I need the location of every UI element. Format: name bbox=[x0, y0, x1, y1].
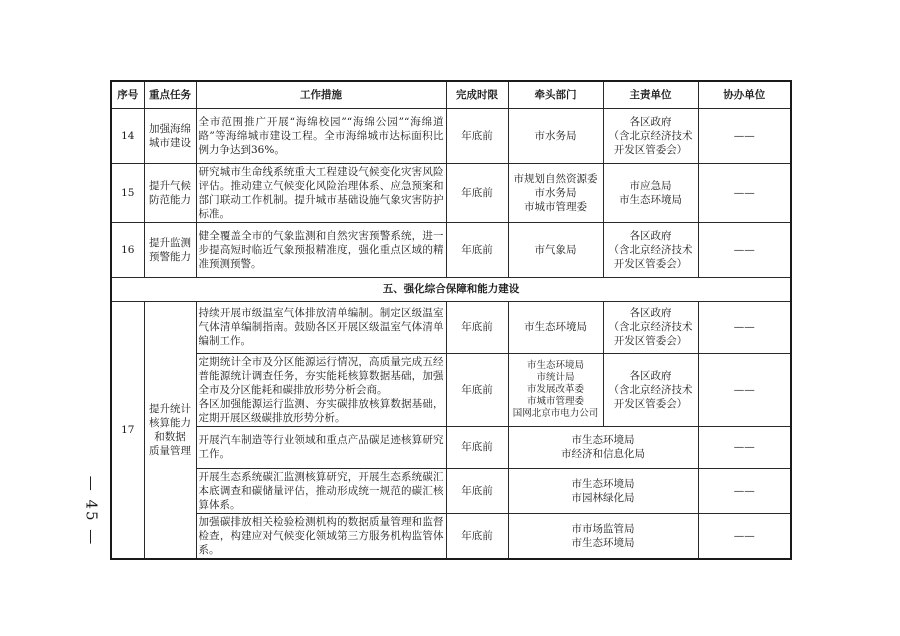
row-lead: 市水务局 bbox=[508, 108, 603, 163]
header-lead: 牵头部门 bbox=[508, 81, 603, 108]
row-measure: 研究城市生命线系统重大工程建设气候变化灾害风险评估。推动建立气候变化风险治理体系、应急预案和部门联动工作机制。提升城市基础设施气象灾害防护标准。 bbox=[196, 163, 446, 222]
table-row bbox=[111, 108, 791, 163]
row-measure: 全市范围推广开展“海绵校园”“海绵公园”“海绵道路”等海绵城市建设工程。全市海绵城市达标面积比例力争达到36%。 bbox=[196, 108, 446, 163]
row-deadline: 年底前 bbox=[446, 108, 508, 163]
row-deadline: 年底前 bbox=[446, 222, 508, 277]
row-measure: 开展汽车制造等行业领域和重点产品碳足迹核算研究工作。 bbox=[196, 426, 446, 468]
header-row bbox=[111, 81, 791, 108]
row-measure: 持续开展市级温室气体排放清单编制。制定区级温室气体清单编制指南。鼓励各区开展区级温室气体清单编制工作。 bbox=[196, 301, 446, 353]
row-no: 16 bbox=[111, 222, 144, 277]
table-row bbox=[111, 513, 791, 559]
row-task: 提升统计 核算能力 和数据 质量管理 bbox=[144, 301, 196, 559]
row-lead: 市规划自然资源委 市水务局 市城市管理委 bbox=[508, 163, 603, 222]
measures-table bbox=[110, 80, 792, 560]
row-assist: —— bbox=[698, 108, 791, 163]
table-row bbox=[111, 301, 791, 353]
row-assist: —— bbox=[698, 301, 791, 353]
row-lead-owner: 市生态环境局 市园林绿化局 bbox=[508, 468, 698, 513]
row-deadline: 年底前 bbox=[446, 426, 508, 468]
row-assist: —— bbox=[698, 353, 791, 426]
row-owner: 各区政府 （含北京经济技术 开发区管委会） bbox=[603, 301, 698, 353]
row-task: 提升监测 预警能力 bbox=[144, 222, 196, 277]
row-assist: —— bbox=[698, 468, 791, 513]
row-no: 15 bbox=[111, 163, 144, 222]
row-task: 提升气候 防范能力 bbox=[144, 163, 196, 222]
row-deadline: 年底前 bbox=[446, 353, 508, 426]
row-task: 加强海绵 城市建设 bbox=[144, 108, 196, 163]
row-measure: 定期统计全市及分区能源运行情况，高质量完成五经普能源统计调查任务，夯实能耗核算数据基础，加强全市及分区能耗和碳排放形势分析会商。 各区加强能源运行监测、夯实碳排放核算数据基础，定期开展区级碳排放形势分析。 bbox=[196, 353, 446, 426]
row-owner: 各区政府 （含北京经济技术 开发区管委会） bbox=[603, 353, 698, 426]
row-owner: 市应急局 市生态环境局 bbox=[603, 163, 698, 222]
table-row bbox=[111, 353, 791, 426]
row-lead-owner: 市市场监管局 市生态环境局 bbox=[508, 513, 698, 559]
row-deadline: 年底前 bbox=[446, 301, 508, 353]
row-lead: 市气象局 bbox=[508, 222, 603, 277]
row-assist: —— bbox=[698, 222, 791, 277]
row-lead: 市生态环境局 bbox=[508, 301, 603, 353]
row-assist: —— bbox=[698, 163, 791, 222]
header-assist: 协办单位 bbox=[698, 81, 791, 108]
row-owner: 各区政府 （含北京经济技术 开发区管委会） bbox=[603, 108, 698, 163]
header-no: 序号 bbox=[111, 81, 144, 108]
row-assist: —— bbox=[698, 426, 791, 468]
section-row bbox=[111, 277, 791, 301]
row-assist: —— bbox=[698, 513, 791, 559]
row-lead: 市生态环境局 市统计局 市发展改革委 市城市管理委 国网北京市电力公司 bbox=[508, 353, 603, 426]
row-lead-owner: 市生态环境局 市经济和信息化局 bbox=[508, 426, 698, 468]
row-owner: 各区政府 （含北京经济技术 开发区管委会） bbox=[603, 222, 698, 277]
row-deadline: 年底前 bbox=[446, 513, 508, 559]
row-measure: 开展生态系统碳汇监测核算研究，开展生态系统碳汇本底调查和碳储量评估，推动形成统一规范的碳汇核算体系。 bbox=[196, 468, 446, 513]
table-row bbox=[111, 222, 791, 277]
row-no: 14 bbox=[111, 108, 144, 163]
section-title: 五、强化综合保障和能力建设 bbox=[111, 277, 791, 301]
header-owner: 主责单位 bbox=[603, 81, 698, 108]
header-task: 重点任务 bbox=[144, 81, 196, 108]
row-measure: 加强碳排放相关检验检测机构的数据质量管理和监督检查，构建应对气候变化领域第三方服务机构监管体系。 bbox=[196, 513, 446, 559]
page-number-text: — 45 — bbox=[82, 475, 100, 547]
table-row bbox=[111, 426, 791, 468]
row-deadline: 年底前 bbox=[446, 163, 508, 222]
row-no: 17 bbox=[111, 301, 144, 559]
row-deadline: 年底前 bbox=[446, 468, 508, 513]
table-row bbox=[111, 163, 791, 222]
row-measure: 健全覆盖全市的气象监测和自然灾害预警系统，进一步提高短时临近气象预报精准度，强化重点区域的精准预测预警。 bbox=[196, 222, 446, 277]
header-deadline: 完成时限 bbox=[446, 81, 508, 108]
table-row bbox=[111, 468, 791, 513]
header-measure: 工作措施 bbox=[196, 81, 446, 108]
page-number bbox=[77, 470, 105, 552]
